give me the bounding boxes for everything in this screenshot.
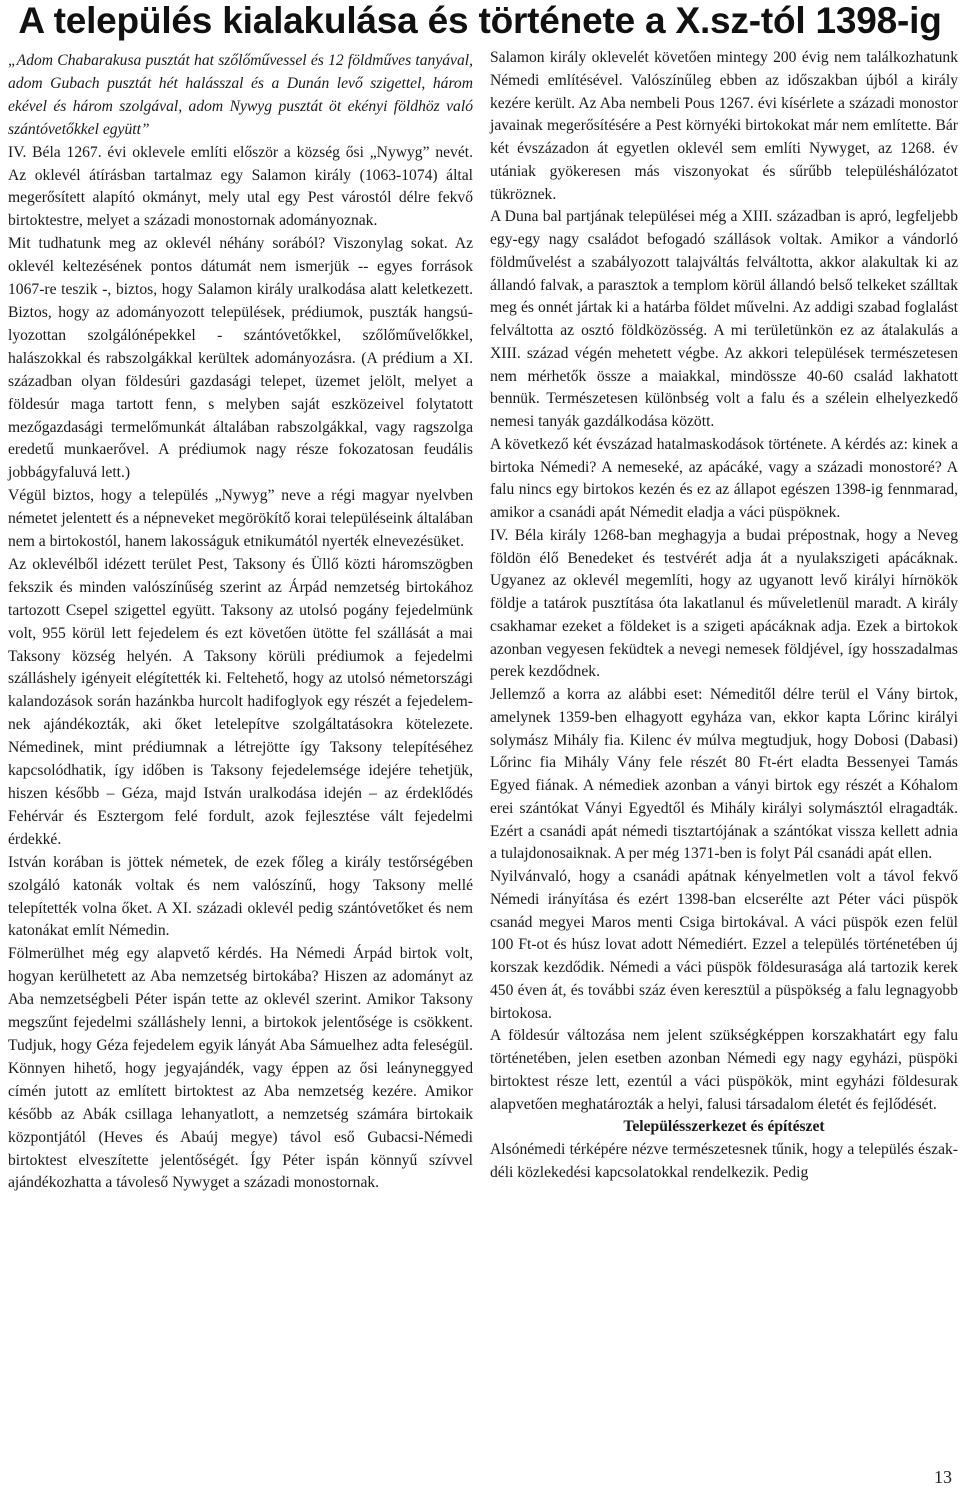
paragraph: IV. Béla király 1268-ban meghagyja a budai prépostnak, hogy a Neveg földön élő Benedeket és testvérét adja át a nyulakszigeti apácáknak. Ugyanez az oklevél megemlíti, hogy az ugyanott levő királyi hírnökök földje a tatárok pusztítása óta lakatlanul és műveletlenül maradt. A király csakhamar ezeket a földeket is a szigeti apácáknak adja. Ezek a birtokok azonban vegyesen feküdtek a nevegi nemesek földjével, így hosszadalmas perek kezdődnek. (490, 526, 958, 681)
paragraph: „Adom Chabarakusa pusztát hat szőlőművessel és 12 földműves tanyával, adom Gubach pusztát hét halásszal és a Dunán levő szigettel, három ekével és három szolgával, adom Nywyg pusztát öt ekényi földhöz való szántóvetőkkel együtt” (8, 52, 473, 138)
paragraph: Mit tudhatunk meg az oklevél néhány sorából? Viszonylag sokat. Az oklevél keltezésének pontos dátumát nem ismerjük -- egyes források 1067-re teszik -, biztos, hogy Salamon király uralkodása alatt keletkezett. Biztos, hogy az adományozott települések, prédiumok, puszták hangsúlyozottan szolgálónépekkel - szántóvetőkkel, szőlőművelőkkel, halászokkal és rabszolgákkal kerültek adományozásra. (A prédium a XI. században olyan földesúri gazdasági telepet, üzemet jelölt, melyet a földesúr maga tartott fenn, s melyben saját eszközeivel folytatott mezőgazdasági termelőmunkát általában rabszolgákkal, vagy ragszolga eredetű munkaerővel. A prédiumok nagy része fokozatosan feudális jobbágyfaluvá lett.) (8, 235, 473, 482)
paragraph: IV. Béla 1267. évi oklevele említi először a község ősi „Nywyg” nevét. Az oklevél átírásban tartalmaz egy Salamon király (1063-1074) által megerősített alapító okmányt, mely utal egy Pest várostól délre fekvő birtoktestre, melyet a századi monostornak adományoznak. (8, 143, 473, 230)
paragraph: Alsónémedi térképére nézve természetesnek tűnik, hogy a település észak-déli közlekedési kapcsolatokkal rendelkezik. Pedig (490, 1141, 958, 1181)
paragraph: A Duna bal partjának települései még a XIII. században is apró, legfeljebb egy-egy nagy családot befogadó szállások voltak. Amikor a vándorló földművelést a szabályozott talajváltás felváltotta, akkor alakultak ki az állandó falvak, a parasztok a templom körül állandó belső telkeket szálltak meg és onnét jártak ki a határba földet művelni. Az addigi szabad foglalást felváltotta az osztó földközösség. A mi területünkön ez az átalakulás a XIII. század végén mehetett végbe. Az akkori települések természetesen nem mérhetők össze a maiakkal, mindössze 40-60 család lakhatott bennük. Természetesen különbség volt a falu és a szélein elhelyezkedő nemesi tanyák gazdálkodása között. (490, 208, 958, 430)
paragraph: István korában is jöttek németek, de ezek főleg a király testőrségében szolgáló katonák voltak és nem valószínű, hogy Taksony mellé telepítették volna őket. A XI. századi oklevél pedig szántóvetőket és nem katonákat említ Némedin. (8, 853, 473, 940)
paragraph: Az oklevélből idézett terület Pest, Taksony és Üllő közti háromszögben fekszik és minden valószínűség szerint az Árpád nemzetség birtokához tartozott Csepel szigettel együtt. Taksony az utolsó pogány fejedelmünk volt, 955 körül lett fejedelem és ezt követően ütötte fel szállását a mai Taksony község helyén. A Taksony körüli prédiumok a fejedelmi szálláshely igényeit elégítették ki. Feltehető, hogy az utolsó németországi kalandozások során hazánkba hurcolt hadifoglyok egy részét a fejedelemnek ajándékozták, aki őket letelepítve szolgáltatásokra kötelezete. Némedinek, mint prédiumnak a létrejötte így Taksony telepítéséhez kapcsolódhatik, így időben is Taksony fejedelemsége idejére tehetjük, hiszen később – Géza, majd István uralkodása idején – az érdeklődés Fehérvár és Esztergom felé fordult, azok fejlesztése vált fejedelmi érdekké. (8, 555, 473, 848)
page-title: A település kialakulása és története a X.sz-tól 1398-ig (18, 0, 942, 41)
paragraph: Végül biztos, hogy a település „Nywyg” neve a régi magyar nyelvben németet jelentett és a népneveket megörökítő korai településeink általában nem a birtokostól, hanem lakosságuk etnikumától nyerték elnevezésüket. (8, 487, 473, 551)
paragraph: A földesúr változása nem jelent szükségképpen korszakhatárt egy falu történetében, jelen esetben azonban Némedi egy nagy egyházi, püspöki birtoktest része lett, ezentúl a váci püspökök, mint egyházi földesurak alapvetően meghatározták a helyi, falusi társadalom életét és fejlődését. (490, 1027, 958, 1113)
paragraph: Salamon király oklevelét követően mintegy 200 évig nem találkozhatunk Némedi említésével. Valószínűleg ebben az időszakban újból a király kezére került. Az Aba nembeli Pous 1267. évi kísérlete a századi monostor javainak megerősítésére a Pest környéki birtokokat már nem említette. Bár két évszázadon át egyetlen oklevél sem említi Nywyget, az 1268. év utániak gyökeresen más viszonyokat és sűrűbb településhálózatot tükröznek. (490, 49, 958, 203)
paragraph: Fölmerülhet még egy alapvető kérdés. Ha Némedi Árpád birtok volt, hogyan kerülhetett az Aba nemzetség birtokába? Hiszen az adományt az Aba nemzetségbeli Péter ispán tette az oklevél szerint. Amikor Taksony megszűnt fejedelmi szálláshely lenni, a birtokok jelentősége is csökkent. Tudjuk, hogy Géza fejedelem egyik lányát Aba Sámuelhez adta feleségül. Könnyen hihető, hogy jegyajándék, vagy éppen az ősi leányneggyed címén jutott az említett birtoktest az Aba nemzetség kezére. Amikor később az Abák csillaga lehanyatlott, a nemzetség számára birtokaik központjától (Heves és Abaúj megye) távol eső Gubacsi-Némedi birtoktest elveszítette jelentőségét. Így Péter ispán könnyű szívvel ajándékozhatta a távoleső Nywyget a századi monostornak. (8, 945, 473, 1192)
paragraph: Jellemző a korra az alábbi eset: Némeditől délre terül el Vány birtok, amelynek 1359-ben elhagyott egyháza van, ekkor kapta Lőrinc királyi solymász Mihály fia. Kilenc év múlva megtudjuk, hogy Dobosi (Dabasi) Lőrinc fia Mihály Vány fele részét 80 Ft-ért eladta Bessenyei Tamás Egyed fiának. A némediek azonban a ványi birtok egy részét a Kóhalom erei szántókat Ványi Egyedtől és Mihály királyi solymásztól elragadták. Ezért a csanádi apát némedi tisztartójának a szántókat vissza kellett adnia a tulajdonosaiknak. A per még 1371-ben is folyt Pál csanádi apát ellen. (490, 686, 958, 863)
right-column (490, 47, 958, 1185)
page-number: 13 (934, 1467, 952, 1487)
left-column (8, 50, 473, 1195)
paragraph: Nyilvánvaló, hogy a csanádi apátnak kényelmetlen volt a távol fekvő Némedi irányítása és ezért 1398-ban elcserélte azt Péter váci püspök csanád megyei Maros menti Csiga birtokával. A váci püspök ezen felül 100 Ft-ot és húsz lovat adott Némediért. Ezzel a település történetében új korszak kezdődik. Némedi a váci püspök földesurasága alá tartozik kerek 450 éven át, és további száz éven keresztül a püspökség a falu legnagyobb birtokosa. (490, 868, 958, 1022)
paragraph: A következő két évszázad hatalmaskodások története. A kérdés az: kinek a birtoka Némedi? A nemeseké, az apácáké, vagy a századi monostoré? A falu nincs egy birtokos kezén és ez az állapot egészen 1398-ig fennmarad, amikor a csanádi apát Némedit eladja a váci püspöknek. (490, 435, 958, 521)
section-heading: Településszerkezet és építészet (623, 1118, 825, 1136)
